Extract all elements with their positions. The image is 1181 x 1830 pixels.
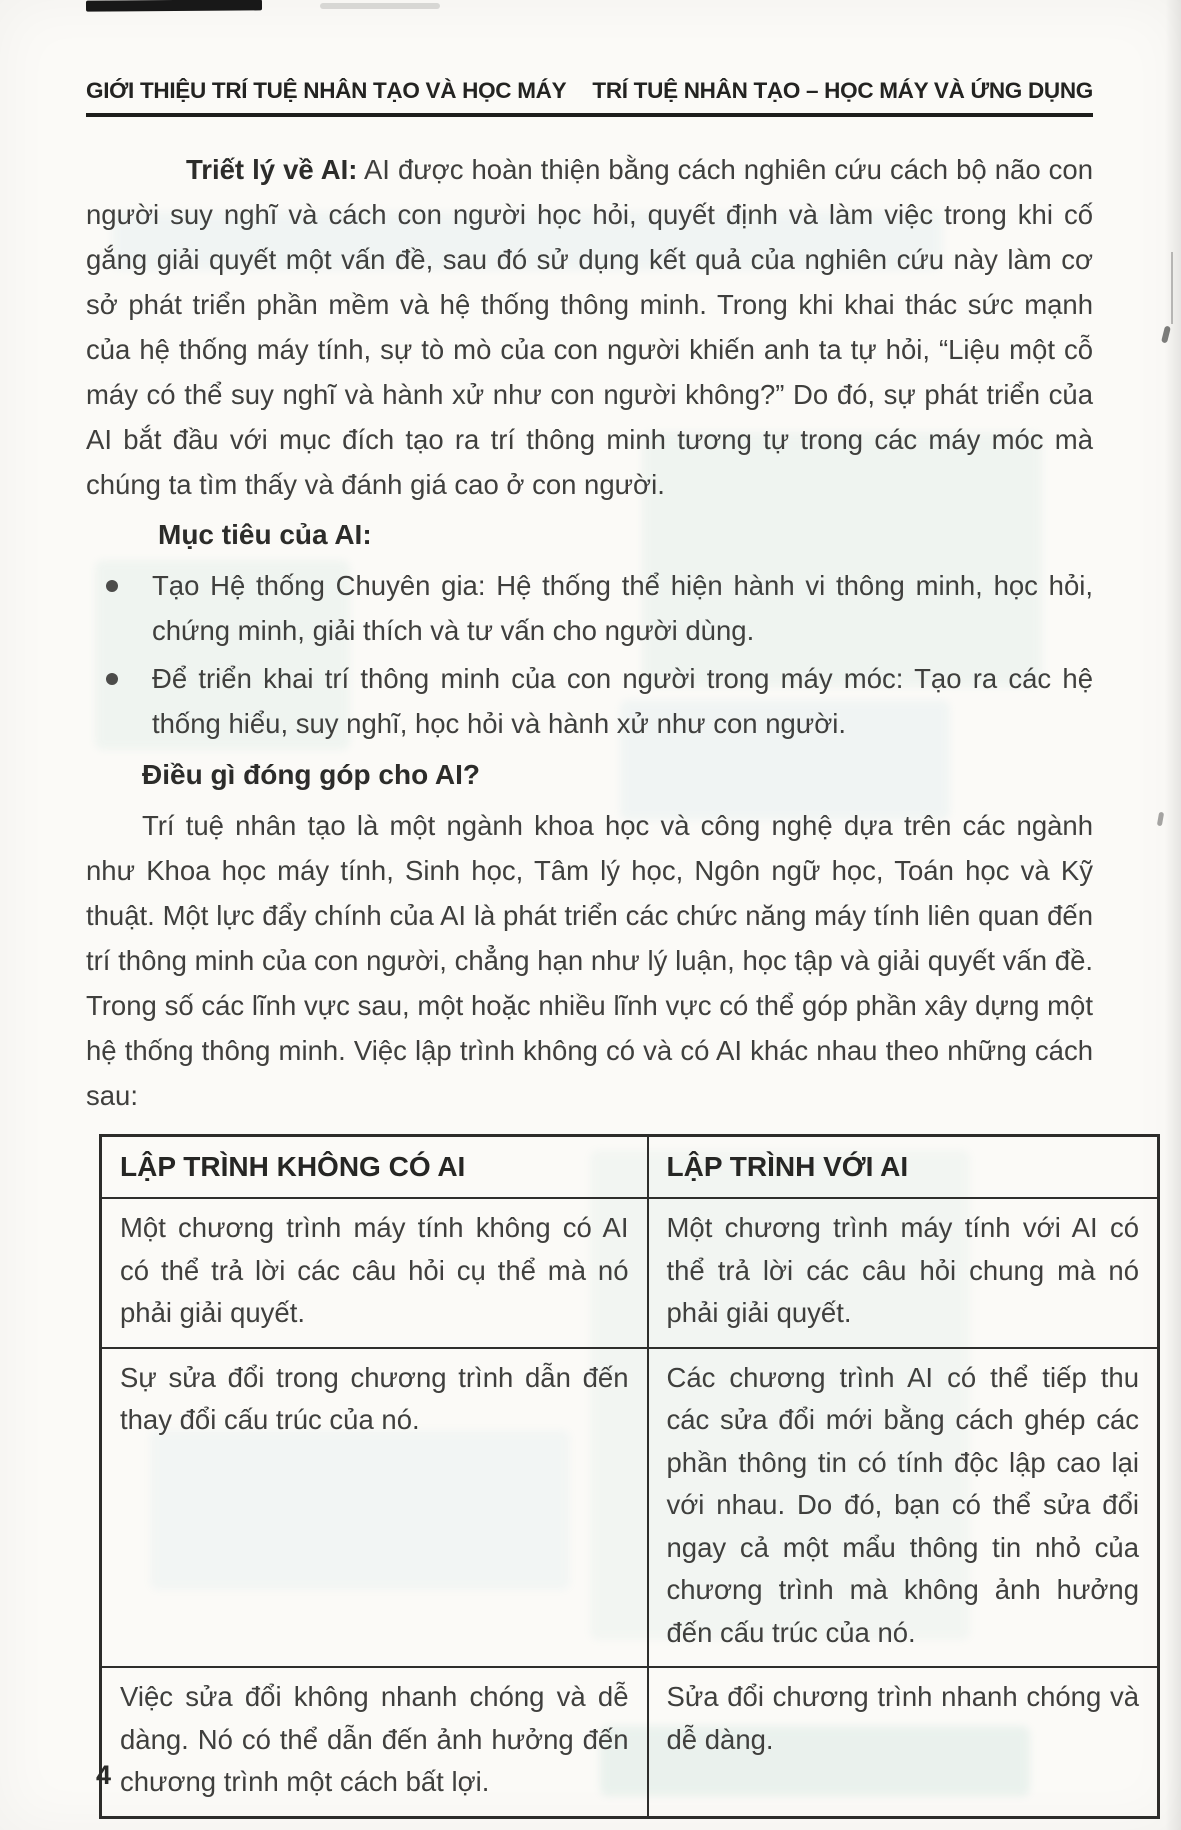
table-cell: Sự sửa đổi trong chương trình dẫn đến thay đổi cấu trúc của nó. bbox=[101, 1348, 648, 1668]
list-item bbox=[86, 656, 1093, 746]
page-edge-shadow bbox=[1165, 0, 1181, 1830]
table-header-row bbox=[101, 1136, 1159, 1199]
ai-comparison-table bbox=[99, 1134, 1160, 1819]
header-rule bbox=[86, 113, 1093, 117]
philosophy-lead-label: Triết lý về AI: bbox=[186, 154, 358, 185]
table-cell: Một chương trình máy tính không có AI có thể trả lời các câu hỏi cụ thể mà nó phải giải quyết. bbox=[101, 1198, 648, 1348]
column-header-without-ai: LẬP TRÌNH KHÔNG CÓ AI bbox=[101, 1136, 648, 1199]
table-row bbox=[101, 1667, 1159, 1817]
goals-heading: Mục tiêu của AI: bbox=[158, 519, 372, 550]
goal-item-text: Để triển khai trí thông minh của con người trong máy móc: Tạo ra các hệ thống hiểu, suy nghĩ, học hỏi và hành xử như con người. bbox=[152, 663, 1093, 739]
running-header bbox=[86, 0, 1093, 104]
table-cell: Sửa đổi chương trình nhanh chóng và dễ dàng. bbox=[648, 1667, 1159, 1817]
contribution-heading: Điều gì đóng góp cho AI? bbox=[142, 759, 481, 790]
goals-list bbox=[86, 563, 1093, 746]
page-number: 4 bbox=[96, 1760, 112, 1790]
bullet-icon bbox=[106, 673, 118, 685]
ink-speck-artifact bbox=[1161, 326, 1171, 344]
bullet-icon bbox=[106, 580, 118, 592]
ink-speck-artifact bbox=[1157, 812, 1164, 827]
table-cell: Một chương trình máy tính với AI có thể trả lời các câu hỏi chung mà nó phải giải quyết. bbox=[648, 1198, 1159, 1348]
scan-line-artifact bbox=[1171, 252, 1173, 324]
running-header-right: TRÍ TUỆ NHÂN TẠO – HỌC MÁY VÀ ỨNG DỤNG bbox=[592, 78, 1093, 103]
page-content bbox=[86, 0, 1139, 1819]
philosophy-paragraph bbox=[86, 147, 1093, 507]
table-cell: Các chương trình AI có thể tiếp thu các sửa đổi mới bằng cách ghép các phần thông tin có tính độc lập cao lại với nhau. Do đó, bạn có thể sửa đổi ngay cả một mẩu thông tin nhỏ của chương trình mà không ảnh hưởng đến cấu trúc của nó. bbox=[648, 1348, 1159, 1668]
column-header-with-ai: LẬP TRÌNH VỚI AI bbox=[648, 1136, 1159, 1199]
goal-item-text: Tạo Hệ thống Chuyên gia: Hệ thống thể hiện hành vi thông minh, học hỏi, chứng minh, giải thích và tư vấn cho người dùng. bbox=[152, 570, 1093, 646]
running-header-left: GIỚI THIỆU TRÍ TUỆ NHÂN TẠO VÀ HỌC MÁY bbox=[86, 78, 567, 103]
table-row bbox=[101, 1198, 1159, 1348]
table-row bbox=[101, 1348, 1159, 1668]
list-item bbox=[86, 563, 1093, 653]
contribution-paragraph: Trí tuệ nhân tạo là một ngành khoa học và công nghệ dựa trên các ngành như Khoa học máy tính, Sinh học, Tâm lý học, Ngôn ngữ học, Toán học và Kỹ thuật. Một lực đẩy chính của AI là phát triển các chức năng máy tính liên quan đến trí thông minh của con người, chẳng hạn như lý luận, học tập và giải quyết vấn đề. Trong số các lĩnh vực sau, một hoặc nhiều lĩnh vực có thể góp phần xây dựng một hệ thống thông minh. Việc lập trình không có và có AI khác nhau theo những cách sau: bbox=[86, 810, 1093, 1111]
table-cell: Việc sửa đổi không nhanh chóng và dễ dàng. Nó có thể dẫn đến ảnh hưởng đến chương trình một cách bất lợi. bbox=[101, 1667, 648, 1817]
philosophy-paragraph-text: AI được hoàn thiện bằng cách nghiên cứu cách bộ não con người suy nghĩ và cách con người học hỏi, quyết định và làm việc trong khi cố gắng giải quyết một vấn đề, sau đó sử dụng kết quả của nghiên cứu này làm cơ sở phát triển phần mềm và hệ thống thông minh. Trong khi khai thác sức mạnh của hệ thống máy tính, sự tò mò của con người khiến anh ta tự hỏi, “Liệu một cỗ máy có thể suy nghĩ và hành xử như con người không?” Do đó, sự phát triển của AI bắt đầu với mục đích tạo ra trí thông minh tương tự trong các máy móc mà chúng ta tìm thấy và đánh giá cao ở con người. bbox=[86, 154, 1093, 500]
